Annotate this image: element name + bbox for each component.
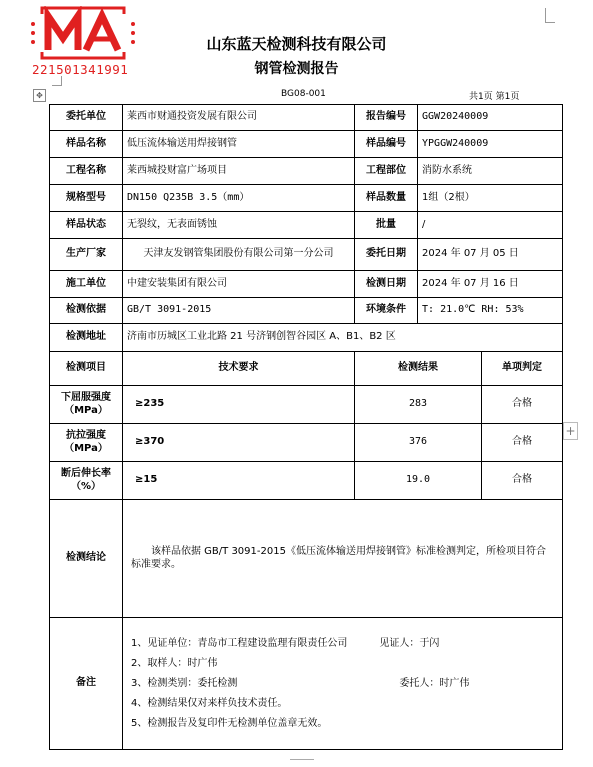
result-requirement: ≥235 — [123, 386, 355, 424]
add-column-plus-icon[interactable]: + — [563, 422, 578, 440]
page-info: 共1页 第1页 — [469, 92, 520, 102]
col-header-item: 检测项目 — [50, 352, 123, 386]
page-bottom-mark — [290, 759, 314, 766]
address-label: 检测地址 — [50, 324, 123, 352]
result-requirement: ≥370 — [123, 424, 355, 462]
conclusion-label: 检测结论 — [50, 500, 123, 618]
remarks-row — [50, 618, 563, 750]
table-row — [50, 386, 563, 424]
table-row — [50, 462, 563, 500]
test-date-label: 检测日期 — [355, 271, 418, 298]
company-name: 山东蓝天检测科技有限公司 — [206, 35, 387, 53]
margin-corner-mark — [52, 76, 62, 86]
spec-label: 规格型号 — [50, 185, 123, 212]
col-header-requirement: 技术要求 — [123, 352, 355, 386]
margin-corner-mark — [545, 8, 555, 23]
address-value: 济南市历城区工业北路 21 号济钢创智谷园区 A、B1、B2 区 — [123, 324, 563, 352]
remarks-label: 备注 — [50, 618, 123, 750]
document-number: BG08-001 — [281, 89, 326, 99]
qty-value: 1组（2根） — [418, 185, 563, 212]
result-requirement: ≥15 — [123, 462, 355, 500]
batch-label: 批量 — [355, 212, 418, 239]
location-value: 消防水系统 — [418, 158, 563, 185]
registration-number: 221501341991 — [32, 62, 129, 77]
entrust-date-value: 2024 年 07 月 05 日 — [418, 239, 563, 271]
conclusion-text: 该样品依据 GB/T 3091-2015《低压流体输送用焊接钢管》标准检测判定，所检项目符合标准要求。 — [131, 546, 546, 570]
basis-label: 检测依据 — [50, 298, 123, 324]
project-label: 工程名称 — [50, 158, 123, 185]
result-value: 19.0 — [355, 462, 482, 500]
client-label: 委托单位 — [50, 105, 123, 131]
remarks-cell — [123, 618, 563, 750]
env-value: T: 21.0℃ RH: 53% — [418, 298, 563, 324]
table-row — [50, 212, 563, 239]
builder-label: 施工单位 — [50, 271, 123, 298]
table-row — [50, 239, 563, 271]
report-title: 钢管检测报告 — [254, 61, 339, 77]
report-no-label: 报告编号 — [355, 105, 418, 131]
env-label: 环境条件 — [355, 298, 418, 324]
entrust-date-label: 委托日期 — [355, 239, 418, 271]
col-header-verdict: 单项判定 — [482, 352, 563, 386]
remark-line: 3、检测类别：委托检测 委托人：时广伟 — [131, 677, 470, 689]
table-row — [50, 185, 563, 212]
sample-name-label: 样品名称 — [50, 131, 123, 158]
conclusion-row — [50, 500, 563, 618]
project-value: 莱西城投财富广场项目 — [123, 158, 355, 185]
spec-value: DN150 Q235B 3.5（mm） — [123, 185, 355, 212]
result-verdict: 合格 — [482, 386, 563, 424]
conclusion-text-cell — [123, 500, 563, 618]
remark-line: 2、取样人：时广伟 — [131, 657, 218, 669]
remark-line: 1、见证单位：青岛市工程建设监理有限责任公司 见证人：于闪 — [131, 637, 440, 649]
table-move-handle-icon[interactable]: ✥ — [33, 89, 46, 102]
table-row — [50, 298, 563, 324]
state-value: 无裂纹，无表面锈蚀 — [123, 212, 355, 239]
sample-no-label: 样品编号 — [355, 131, 418, 158]
sample-no-value: YPGGW240009 — [418, 131, 563, 158]
basis-value: GB/T 3091-2015 — [123, 298, 355, 324]
results-header-row — [50, 352, 563, 386]
result-verdict: 合格 — [482, 424, 563, 462]
table-row — [50, 324, 563, 352]
test-date-value: 2024 年 07 月 16 日 — [418, 271, 563, 298]
report-table — [49, 104, 563, 750]
client-value: 莱西市财通投资发展有限公司 — [123, 105, 355, 131]
report-no-value: GGW20240009 — [418, 105, 563, 131]
table-row — [50, 271, 563, 298]
sample-name-value: 低压流体输送用焊接钢管 — [123, 131, 355, 158]
qty-label: 样品数量 — [355, 185, 418, 212]
remark-line: 4、检测结果仅对来样负技术责任。 — [131, 697, 288, 709]
result-verdict: 合格 — [482, 462, 563, 500]
maker-label: 生产厂家 — [50, 239, 123, 271]
result-value: 376 — [355, 424, 482, 462]
result-item: 下屈服强度 （MPa） — [50, 386, 123, 424]
table-row — [50, 424, 563, 462]
remark-line: 5、检测报告及复印件无检测单位盖章无效。 — [131, 717, 328, 729]
table-row — [50, 131, 563, 158]
col-header-result: 检测结果 — [355, 352, 482, 386]
maker-value: 天津友发钢管集团股份有限公司第一分公司 — [123, 239, 355, 271]
location-label: 工程部位 — [355, 158, 418, 185]
result-value: 283 — [355, 386, 482, 424]
result-item: 断后伸长率 （%） — [50, 462, 123, 500]
result-item: 抗拉强度 （MPa） — [50, 424, 123, 462]
state-label: 样品状态 — [50, 212, 123, 239]
batch-value: / — [418, 212, 563, 239]
builder-value: 中建安装集团有限公司 — [123, 271, 355, 298]
table-row — [50, 158, 563, 185]
table-row — [50, 105, 563, 131]
